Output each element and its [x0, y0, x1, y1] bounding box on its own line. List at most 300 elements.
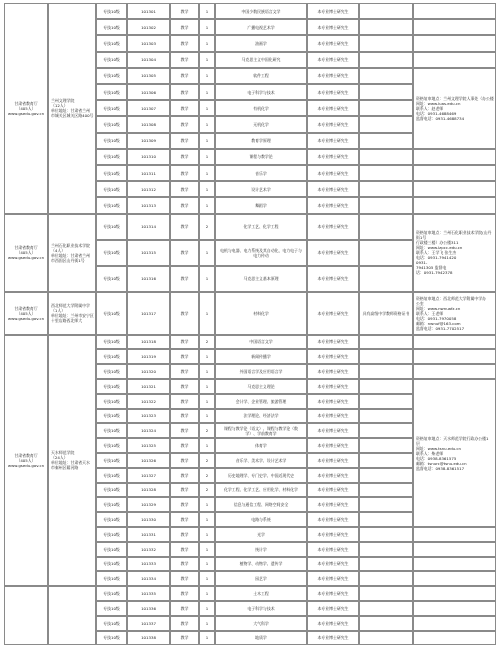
pos-cell: 专技10级 [96, 19, 127, 35]
requirement-cell [359, 68, 413, 84]
major-cell: 无机化学 [215, 116, 307, 132]
code-cell: 101310 [127, 149, 170, 165]
type-cell: 教学 [170, 240, 199, 266]
pos-cell: 专技10级 [96, 527, 127, 542]
major-cell: 电机与电器、电力系统及其自动化、电力电子与 电力传动 [215, 240, 307, 266]
pos-cell: 专技10级 [96, 165, 127, 181]
type-cell: 教学 [170, 512, 199, 527]
type-cell: 教学 [170, 133, 199, 149]
pos-cell: 专技10级 [96, 116, 127, 132]
code-cell: 101316 [127, 266, 170, 292]
edu-cell: 本专业博士研究生 [307, 84, 359, 100]
edu-cell: 本专业博士研究生 [307, 453, 359, 468]
pos-cell: 专技10级 [96, 497, 127, 512]
code-cell: 101334 [127, 571, 170, 586]
code-cell: 101336 [127, 601, 170, 616]
type-cell: 教学 [170, 364, 199, 379]
contact-cell [413, 571, 496, 586]
pos-cell: 专技10级 [96, 197, 127, 213]
major-cell: 信息与通信工程、网络空间安全 [215, 497, 307, 512]
type-cell: 教学 [170, 266, 199, 292]
num-cell: 1 [199, 586, 215, 601]
num-cell: 1 [199, 542, 215, 557]
type-cell: 教学 [170, 19, 199, 35]
major-cell: 音乐学、美术学、设计艺术学 [215, 453, 307, 468]
code-cell: 101319 [127, 349, 170, 364]
edu-cell: 本专业博士研究生 [307, 266, 359, 292]
major-cell: 马克思主义基本原理 [215, 266, 307, 292]
edu-cell: 本专业博士研究生 [307, 468, 359, 483]
major-cell: 植物学、动物学、遗传学 [215, 557, 307, 572]
code-cell: 101320 [127, 364, 170, 379]
pos-cell: 专技10级 [96, 631, 127, 645]
num-cell: 1 [199, 394, 215, 409]
major-cell: 广播电视艺术学 [215, 19, 307, 35]
num-cell: 2 [199, 468, 215, 483]
requirement-cell [359, 35, 413, 51]
code-cell: 101323 [127, 409, 170, 424]
major-cell: 电子科学与技术 [215, 84, 307, 100]
num-cell: 1 [199, 379, 215, 394]
requirement-cell [359, 631, 413, 645]
type-cell: 教学 [170, 149, 199, 165]
edu-cell: 本专业博士研究生 [307, 100, 359, 116]
major-cell: 化学工程、化学工艺、应用化学、材料化学 [215, 483, 307, 498]
type-cell: 教学 [170, 197, 199, 213]
pos-cell: 专技10级 [96, 512, 127, 527]
edu-cell: 本专业博士研究生 [307, 497, 359, 512]
code-cell: 101307 [127, 100, 170, 116]
contact-cell [413, 542, 496, 557]
contact-cell [413, 19, 496, 35]
edu-cell: 本专业博士研究生 [307, 527, 359, 542]
contact-cell [413, 601, 496, 616]
requirement-cell [359, 423, 413, 438]
code-cell: 101311 [127, 165, 170, 181]
edu-cell: 本专业博士研究生 [307, 116, 359, 132]
requirement-cell [359, 197, 413, 213]
edu-cell: 本专业博士研究生 [307, 335, 359, 350]
type-cell: 教学 [170, 453, 199, 468]
pos-cell: 专技10级 [96, 214, 127, 240]
type-cell: 教学 [170, 571, 199, 586]
pos-cell: 专技10级 [96, 68, 127, 84]
code-cell: 101313 [127, 197, 170, 213]
type-cell: 教学 [170, 483, 199, 498]
type-cell: 教学 [170, 84, 199, 100]
code-cell: 101331 [127, 527, 170, 542]
contact-cell [413, 181, 496, 197]
requirement-cell [359, 512, 413, 527]
pos-cell: 专技10级 [96, 616, 127, 631]
contact-cell [413, 335, 496, 350]
contact-cell: 资格复审地点：兰州文理学院人事处（办公楼 网址：www.luas.edu.cn 联系人：赵老师 电话：0931-4688469 监督电话：0931-4688734 [413, 68, 496, 149]
num-cell: 1 [199, 197, 215, 213]
edu-cell: 本专业博士研究生 [307, 631, 359, 645]
edu-cell: 本专业博士研究生 [307, 165, 359, 181]
edu-cell: 本专业博士研究生 [307, 601, 359, 616]
num-cell: 1 [199, 571, 215, 586]
num-cell: 1 [199, 240, 215, 266]
requirement-cell [359, 100, 413, 116]
pos-cell: 专技10级 [96, 571, 127, 586]
school-cell: 兰州石化职业技术学院 （4人） 单位地址：甘肃省兰州 市西固区山丹街1号 [48, 214, 96, 292]
requirement-cell [359, 497, 413, 512]
num-cell: 1 [199, 68, 215, 84]
code-cell: 101306 [127, 84, 170, 100]
requirement-cell [359, 601, 413, 616]
num-cell: 1 [199, 616, 215, 631]
type-cell: 教学 [170, 438, 199, 453]
pos-cell: 专技10级 [96, 483, 127, 498]
code-cell: 101314 [127, 214, 170, 240]
pos-cell: 专技10级 [96, 149, 127, 165]
contact-cell: 资格复审地点：天水师范学院行政办公楼1 层 网址：www.tsnu.edu.cn 联系人：柴老师 电话：0938-8361575 邮箱：tsnurc@tsnu.edu.cn 监督电话：0938-8361517 [413, 379, 496, 527]
major-cell: 会计学、企业管理、旅游管理 [215, 394, 307, 409]
code-cell: 101328 [127, 483, 170, 498]
contact-cell [413, 631, 496, 645]
contact-cell [413, 3, 496, 19]
requirement-cell [359, 149, 413, 165]
major-cell: 教育学原理 [215, 133, 307, 149]
major-cell: 有机化学 [215, 100, 307, 116]
major-cell: 统计学 [215, 542, 307, 557]
type-cell: 教学 [170, 292, 199, 335]
num-cell: 2 [199, 335, 215, 350]
contact-cell: 资格复审地点：西北师范大学附属中学办 公室 网址：www.nwnuafz.cn 联系人：王老师 电话：0931-7970058 邮箱：nwnuf@163.com 监督电话：0931-7702517 [413, 292, 496, 335]
requirement-cell [359, 438, 413, 453]
type-cell: 教学 [170, 335, 199, 350]
contact-cell [413, 52, 496, 68]
major-cell: 地质学 [215, 631, 307, 645]
code-cell: 101329 [127, 497, 170, 512]
edu-cell: 本专业博士研究生 [307, 240, 359, 266]
requirement-cell [359, 335, 413, 350]
num-cell: 1 [199, 497, 215, 512]
edu-cell: 本专业博士研究生 [307, 571, 359, 586]
contact-cell [413, 586, 496, 601]
major-cell: 设计艺术学 [215, 181, 307, 197]
type-cell: 教学 [170, 527, 199, 542]
requirement-cell [359, 364, 413, 379]
type-cell: 教学 [170, 116, 199, 132]
pos-cell: 专技10级 [96, 266, 127, 292]
num-cell: 1 [199, 3, 215, 19]
requirement-cell [359, 394, 413, 409]
pos-cell: 专技10级 [96, 335, 127, 350]
type-cell: 教学 [170, 616, 199, 631]
code-cell: 101302 [127, 19, 170, 35]
major-cell: 中国语言文学 [215, 335, 307, 350]
contact-cell [413, 616, 496, 631]
edu-cell: 本专业博士研究生 [307, 292, 359, 335]
pos-cell: 专技10级 [96, 586, 127, 601]
code-cell: 101338 [127, 631, 170, 645]
major-cell: 土木工程 [215, 586, 307, 601]
major-cell: 新闻传播学 [215, 349, 307, 364]
contact-cell [413, 527, 496, 542]
major-cell: 材料化学 [215, 292, 307, 335]
edu-cell: 本专业博士研究生 [307, 197, 359, 213]
pos-cell: 专技10级 [96, 364, 127, 379]
contact-cell [413, 165, 496, 181]
edu-cell: 本专业博士研究生 [307, 423, 359, 438]
num-cell: 1 [199, 100, 215, 116]
pos-cell: 专技10级 [96, 379, 127, 394]
contact-cell [413, 35, 496, 51]
type-cell: 教学 [170, 394, 199, 409]
type-cell: 教学 [170, 68, 199, 84]
edu-cell: 本专业博士研究生 [307, 512, 359, 527]
type-cell: 教学 [170, 100, 199, 116]
type-cell: 教学 [170, 181, 199, 197]
pos-cell: 专技10级 [96, 181, 127, 197]
major-cell: 园艺学 [215, 571, 307, 586]
major-cell: 软件工程 [215, 68, 307, 84]
recruitment-table [4, 3, 496, 641]
edu-cell: 本专业博士研究生 [307, 149, 359, 165]
edu-cell: 本专业博士研究生 [307, 616, 359, 631]
major-cell: 课程与教学论 [215, 149, 307, 165]
num-cell: 1 [199, 438, 215, 453]
pos-cell: 专技10级 [96, 453, 127, 468]
num-cell: 1 [199, 601, 215, 616]
type-cell: 教学 [170, 468, 199, 483]
requirement-cell [359, 349, 413, 364]
requirement-cell [359, 571, 413, 586]
major-cell: 体育学 [215, 438, 307, 453]
type-cell: 教学 [170, 497, 199, 512]
type-cell: 教学 [170, 601, 199, 616]
recruiter-cell: 甘肃省教育厅 （405人） www.gsedu.gov.cn [4, 335, 48, 587]
edu-cell: 本专业博士研究生 [307, 379, 359, 394]
num-cell: 2 [199, 483, 215, 498]
edu-cell: 本专业博士研究生 [307, 394, 359, 409]
edu-cell: 本专业博士研究生 [307, 133, 359, 149]
requirement-cell [359, 3, 413, 19]
requirement-cell [359, 133, 413, 149]
num-cell: 1 [199, 266, 215, 292]
type-cell: 教学 [170, 349, 199, 364]
major-cell: 电子科学与技术 [215, 601, 307, 616]
requirement-cell [359, 165, 413, 181]
type-cell: 教学 [170, 423, 199, 438]
pos-cell: 专技10级 [96, 438, 127, 453]
edu-cell: 本专业博士研究生 [307, 35, 359, 51]
requirement-cell [359, 84, 413, 100]
requirement-cell [359, 116, 413, 132]
edu-cell: 本专业博士研究生 [307, 542, 359, 557]
code-cell: 101317 [127, 292, 170, 335]
code-cell: 101335 [127, 586, 170, 601]
num-cell: 1 [199, 527, 215, 542]
edu-cell: 本专业博士研究生 [307, 214, 359, 240]
major-cell: 历史地理学、专门史学、中国近现代史 [215, 468, 307, 483]
num-cell: 1 [199, 292, 215, 335]
edu-cell: 本专业博士研究生 [307, 586, 359, 601]
code-cell: 101312 [127, 181, 170, 197]
contact-cell [413, 557, 496, 572]
contact-cell [413, 364, 496, 379]
major-cell: 外国语言学及应用语言学 [215, 364, 307, 379]
major-cell: 音乐学 [215, 165, 307, 181]
pos-cell: 专技10级 [96, 557, 127, 572]
num-cell: 1 [199, 631, 215, 645]
major-cell: 电路与系统 [215, 512, 307, 527]
num-cell: 1 [199, 364, 215, 379]
requirement-cell [359, 468, 413, 483]
major-cell: 法学理论、经济法学 [215, 409, 307, 424]
num-cell: 1 [199, 557, 215, 572]
code-cell: 101303 [127, 35, 170, 51]
requirement-cell [359, 266, 413, 292]
code-cell: 101315 [127, 240, 170, 266]
num-cell: 1 [199, 84, 215, 100]
requirement-cell [359, 527, 413, 542]
pos-cell: 专技10级 [96, 542, 127, 557]
code-cell: 101332 [127, 542, 170, 557]
requirement-cell [359, 616, 413, 631]
type-cell: 教学 [170, 542, 199, 557]
num-cell: 1 [199, 133, 215, 149]
code-cell: 101309 [127, 133, 170, 149]
requirement-cell [359, 379, 413, 394]
type-cell: 教学 [170, 409, 199, 424]
code-cell: 101326 [127, 453, 170, 468]
edu-cell: 本专业博士研究生 [307, 483, 359, 498]
type-cell: 教学 [170, 35, 199, 51]
edu-cell: 本专业博士研究生 [307, 349, 359, 364]
edu-cell: 本专业博士研究生 [307, 364, 359, 379]
code-cell: 101308 [127, 116, 170, 132]
requirement-cell [359, 240, 413, 266]
pos-cell: 专技10级 [96, 292, 127, 335]
pos-cell: 专技10级 [96, 394, 127, 409]
school-cell: 西北师范大学附属中学 （1人） 单位地址：兰州市安宁区 十里店路西北师大 [48, 292, 96, 335]
requirement-cell [359, 557, 413, 572]
major-cell: 化学工艺、化学工程 [215, 214, 307, 240]
pos-cell: 专技10级 [96, 100, 127, 116]
requirement-cell [359, 19, 413, 35]
code-cell: 101304 [127, 52, 170, 68]
pos-cell: 专技10级 [96, 35, 127, 51]
code-cell: 101301 [127, 3, 170, 19]
requirement-cell [359, 52, 413, 68]
edu-cell: 本专业博士研究生 [307, 181, 359, 197]
requirement-cell [359, 542, 413, 557]
requirement-cell [359, 453, 413, 468]
requirement-cell [359, 214, 413, 240]
major-cell: 油画学 [215, 35, 307, 51]
contact-cell [413, 149, 496, 165]
num-cell: 1 [199, 149, 215, 165]
major-cell: 大气科学 [215, 616, 307, 631]
school-cell: 天水师范学院 （24人） 单位地址：甘肃省天水 市秦州区藉河路 [48, 335, 96, 587]
pos-cell: 专技10级 [96, 409, 127, 424]
pos-cell: 专技10级 [96, 601, 127, 616]
pos-cell: 专技10级 [96, 3, 127, 19]
code-cell: 101324 [127, 423, 170, 438]
pos-cell: 专技10级 [96, 468, 127, 483]
code-cell: 101337 [127, 616, 170, 631]
school-cell [48, 586, 96, 645]
requirement-cell [359, 409, 413, 424]
type-cell: 教学 [170, 52, 199, 68]
pos-cell: 专技10级 [96, 349, 127, 364]
edu-cell: 本专业博士研究生 [307, 3, 359, 19]
pos-cell: 专技10级 [96, 84, 127, 100]
num-cell: 2 [199, 214, 215, 240]
num-cell: 1 [199, 116, 215, 132]
recruiter-cell: 甘肃省教育厅 （405人） www.gsedu.gov.cn [4, 3, 48, 214]
edu-cell: 本专业博士研究生 [307, 68, 359, 84]
num-cell: 1 [199, 512, 215, 527]
num-cell: 1 [199, 35, 215, 51]
type-cell: 教学 [170, 586, 199, 601]
type-cell: 教学 [170, 3, 199, 19]
requirement-cell [359, 586, 413, 601]
num-cell: 1 [199, 409, 215, 424]
code-cell: 101305 [127, 68, 170, 84]
recruiter-cell [4, 586, 48, 645]
type-cell: 教学 [170, 165, 199, 181]
num-cell: 1 [199, 52, 215, 68]
major-cell: 马克思主义理论 [215, 379, 307, 394]
num-cell: 1 [199, 165, 215, 181]
school-cell: 兰州文理学院 （12人） 单位地址：甘肃省兰州 市城关区城关区路400号 [48, 3, 96, 214]
code-cell: 101327 [127, 468, 170, 483]
num-cell: 1 [199, 181, 215, 197]
pos-cell: 专技10级 [96, 133, 127, 149]
contact-cell: 资格复审地点：兰州石化职业技术学院(山丹街1号 行政楼三楼）办公楼311 网址：www.lzpcc.edu.cn 联系人：王学飞 张生杰 电话：0931-7941420 0931- 7941305 监督电 话：0931-7942378 [413, 214, 496, 292]
code-cell: 101330 [127, 512, 170, 527]
major-cell: 马克思主义中国化研究 [215, 52, 307, 68]
code-cell: 101318 [127, 335, 170, 350]
code-cell: 101325 [127, 438, 170, 453]
edu-cell: 本专业博士研究生 [307, 52, 359, 68]
type-cell: 教学 [170, 214, 199, 240]
major-cell: 光学 [215, 527, 307, 542]
recruiter-cell: 甘肃省教育厅 （405人） www.gsedu.gov.cn [4, 214, 48, 292]
requirement-cell: 具有高级中学教师资格证书 [359, 292, 413, 335]
code-cell: 101322 [127, 394, 170, 409]
major-cell: 课程与教学论（语文）、课程与教学论（数 学）、学前教育学 [215, 423, 307, 438]
major-cell: 中国少数民族语言文学 [215, 3, 307, 19]
recruiter-cell: 甘肃省教育厅 （405人） www.gsedu.gov.cn [4, 292, 48, 335]
edu-cell: 本专业博士研究生 [307, 438, 359, 453]
edu-cell: 本专业博士研究生 [307, 409, 359, 424]
requirement-cell [359, 483, 413, 498]
type-cell: 教学 [170, 379, 199, 394]
num-cell: 2 [199, 453, 215, 468]
major-cell: 舞蹈学 [215, 197, 307, 213]
contact-cell [413, 197, 496, 213]
edu-cell: 本专业博士研究生 [307, 19, 359, 35]
requirement-cell [359, 181, 413, 197]
pos-cell: 专技10级 [96, 52, 127, 68]
num-cell: 1 [199, 349, 215, 364]
num-cell: 2 [199, 423, 215, 438]
num-cell: 1 [199, 19, 215, 35]
pos-cell: 专技10级 [96, 423, 127, 438]
pos-cell: 专技10级 [96, 240, 127, 266]
code-cell: 101321 [127, 379, 170, 394]
contact-cell [413, 349, 496, 364]
edu-cell: 本专业博士研究生 [307, 557, 359, 572]
type-cell: 教学 [170, 557, 199, 572]
type-cell: 教学 [170, 631, 199, 645]
code-cell: 101333 [127, 557, 170, 572]
